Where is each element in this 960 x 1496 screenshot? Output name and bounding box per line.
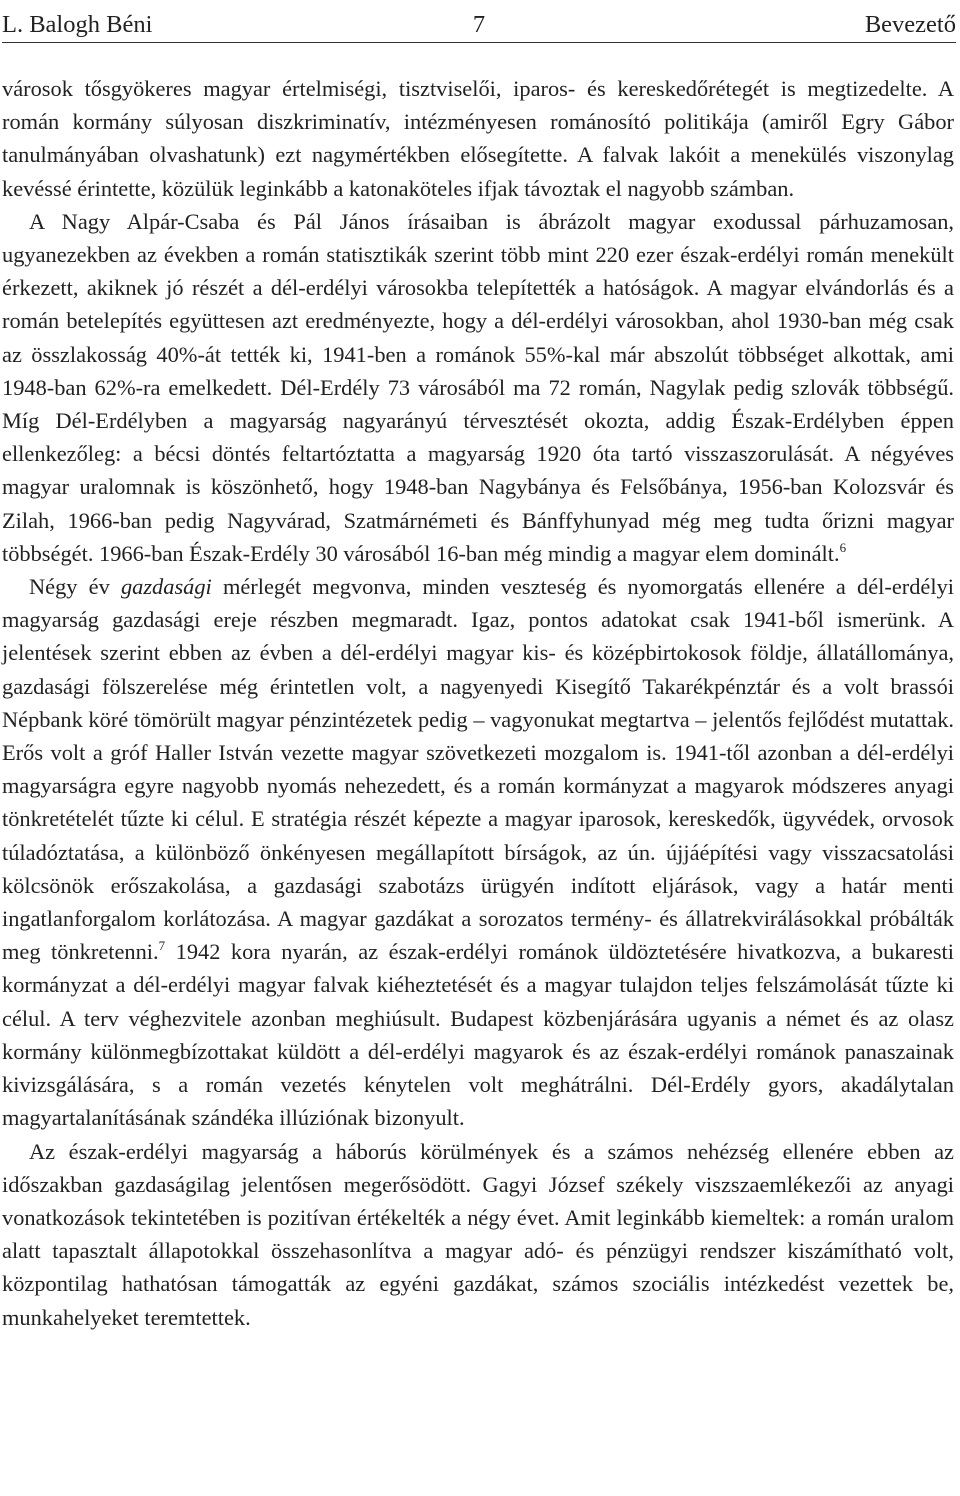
- paragraph-3-emphasis: gazdasági: [120, 574, 212, 600]
- paragraph-4-text: Az észak-erdélyi magyarság a háborús körülmények és a számos nehézség ellenére ebben az időszakban gazdaságilag jelentősen megerősödött. Gagyi József székely viszszaemlékezői az anyagi vonatkozások tekintetében is pozitívan értékelték a négy évet. Amit leginkább kiemeltek: a román uralom alatt tapasztalt állapotokkal összehasonlítva a magyar adó- és pénzügyi rendszer kiszámítható volt, központilag hathatósan támogatták az egyéni gazdákat, számos szociális intézkedést vezettek be, munkahelyeket teremtettek.: [2, 1138, 954, 1330]
- paragraph-3-text-b: 1942 kora nyarán, az észak-erdélyi románok üldöztetésére hivatkozva, a bukaresti kormányzat a dél-erdélyi magyar falvak kiéheztetését és a magyar tulajdon teljes felszámolását tűzte ki célul. A terv véghezvitele azonban meghiúsult. Budapest közbenjárására ugyanis a német és az olasz kormány különmegbízottakat küldött a dél-erdélyi magyarok és az észak-erdélyi románok panaszainak kivizsgálására, s a román vezetés kénytelen volt meghátrálni. Dél-Erdély gyors, akadálytalan magyartalanításának szándéka illúziónak bizonyult.: [2, 939, 954, 1131]
- paragraph-1-text: városok tősgyökeres magyar értelmiségi, tisztviselői, iparos- és kereskedőrétegét is megtizedelte. A román kormány súlyosan diszkriminatív, intézményesen románosító politikája (amiről Egry Gábor tanulmányában olvashatunk) ezt nagymértékben elősegítette. A falvak lakóit a menekülés viszonylag kevéssé érintette, közülük leginkább a katonaköteles ifjak távoztak el nagyobb számban.: [2, 76, 954, 201]
- header-page-number: 7: [472, 11, 486, 38]
- paragraph-4: [2, 1135, 954, 1334]
- paragraph-3-lead: Négy év: [29, 574, 121, 600]
- paragraph-3: [2, 570, 954, 1134]
- header-section-title: Bevezető: [864, 11, 956, 38]
- paragraph-2-text: A Nagy Alpár-Csaba és Pál János írásaiban is ábrázolt magyar exodussal párhuzamosan, ugyanezekben az években a román statisztikák szerint több mint 220 ezer észak-erdélyi román menekült érkezett, akiknek jó részét a dél-erdélyi városokba telepítették a hatóságok. A magyar elvándorlás és a román betelepítés együttesen azt eredményezte, hogy a dél-erdélyi városokban, ahol 1930-ban még csak az összlakosság 40%-át tették ki, 1941-ben a románok 55%-kal már abszolút többséget alkottak, ami 1948-ban 62%-ra emelkedett. Dél-Erdély 73 városából ma 72 román, Nagylak pedig szlovák többségű. Míg Dél-Erdélyben a magyarság nagyarányú térvesztését okozta, addig Észak-Erdélyben éppen ellenkezőleg: a bécsi döntés feltartóztatta a magyarság 1920 óta tartó visszaszorulását. A négyéves magyar uralomnak is köszönhető, hogy 1948-ban Nagybánya és Felsőbánya, 1956-ban Kolozsvár és Zilah, 1966-ban pedig Nagyvárad, Szatmárnémeti és Bánffyhunyad még meg tudta őrizni magyar többségét. 1966-ban Észak-Erdély 30 városából 16-ban még mindig a magyar elem dominált.: [2, 208, 954, 566]
- body-text: [2, 72, 954, 1334]
- paragraph-3-text-a: mérlegét megvonva, minden veszteség és nyomorgatás ellenére a dél-erdélyi magyarság gazdasági ereje részben megmaradt. Igaz, pontos adatokat csak 1941-ből ismerünk. A jelentések szerint ebben az évben a dél-erdélyi magyar kis- és középbirtokosok földje, állatállománya, gazdasági fölszerelése még érintetlen volt, a nagyenyedi Kisegítő Takarékpénztár és a volt brassói Népbank köré tömörült magyar pénzintézetek pedig – vagyonukat megtartva – jelentős fejlődést mutattak. Erős volt a gróf Haller István vezette magyar szövetkezeti mozgalom is. 1941-től azonban a dél-erdélyi magyarságra egyre nagyobb nyomás nehezedett, és a román kormányzat a magyarok módszeres anyagi tönkretételét tűzte ki célul. E stratégia részét képezte a magyar iparosok, kereskedők, ügyvédek, orvosok túladóztatása, a különböző önkényesen megállapított bírságok, az ún. újjáépítési vagy visszacsatolási kölcsönök erőszakolása, a gazdasági szabotázs ürügyén indított eljárások, vagy a határ menti ingatlanforgalom korlátozása. A magyar gazdákat a sorozatos termény- és állatrekvirálásokkal próbálták meg tönkretenni.: [2, 574, 955, 965]
- footnote-marker-6[interactable]: 6: [839, 539, 847, 555]
- header-author: L. Balogh Béni: [2, 11, 153, 38]
- paragraph-2: [2, 205, 954, 570]
- footnote-marker-7[interactable]: 7: [158, 938, 166, 954]
- running-header: [2, 8, 956, 43]
- paragraph-1: [2, 72, 954, 205]
